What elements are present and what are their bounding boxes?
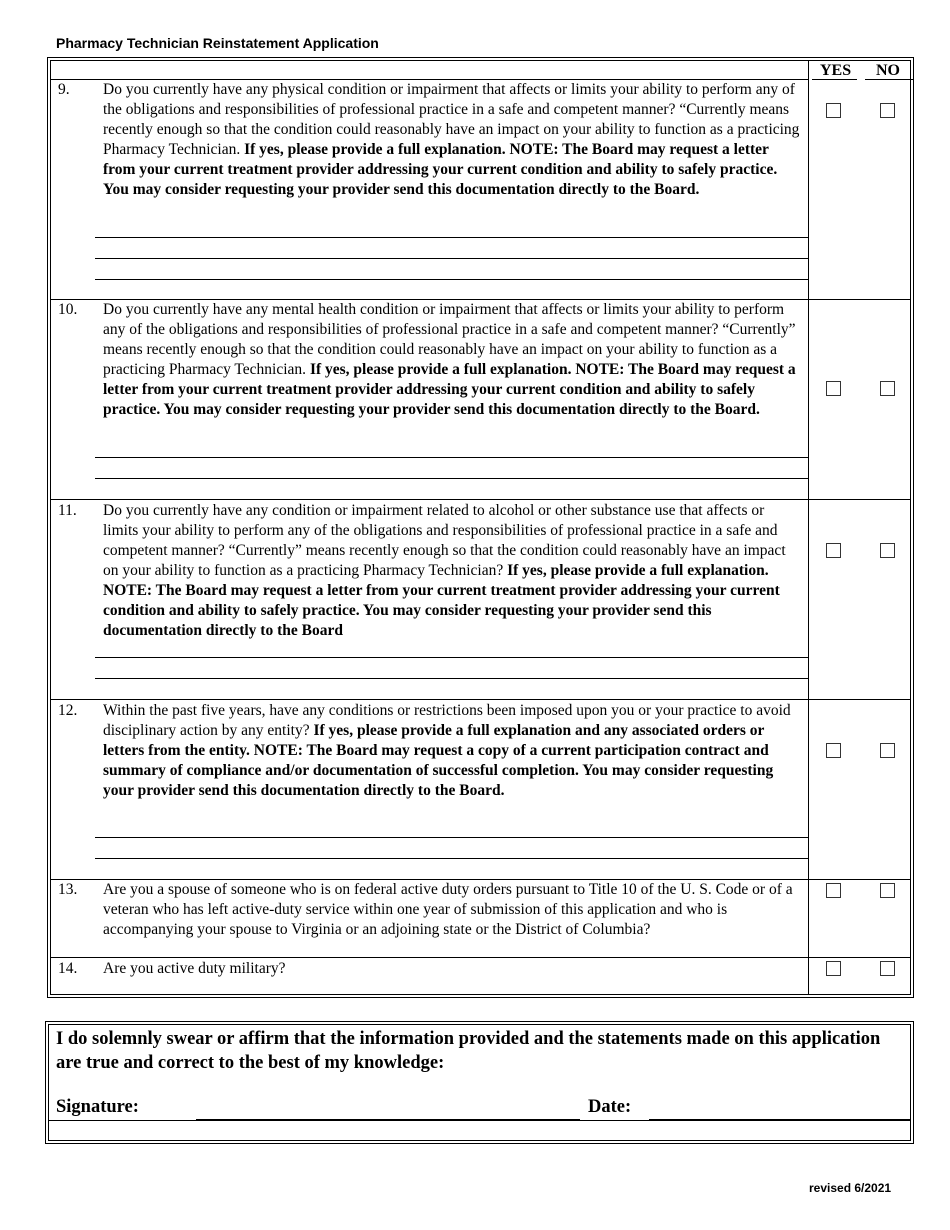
oath-statement: I do solemnly swear or affirm that the information provided and the statements made on this application are true and correct to the best of my knowledge: — [56, 1029, 881, 1073]
date-label: Date: — [588, 1097, 632, 1117]
oath-section-inner — [48, 1024, 911, 1141]
answer-line[interactable] — [95, 657, 808, 658]
answer-line[interactable] — [95, 858, 808, 859]
answer-line[interactable] — [95, 837, 808, 838]
no-checkbox[interactable] — [880, 883, 895, 898]
question-number: 12. — [58, 702, 78, 719]
yes-checkbox[interactable] — [826, 961, 841, 976]
question-instruction-text: If yes, please provide a full explanation. NOTE: The Board may request a letter from your current treatment provider addressing your current condition and ability to safely practice. You may consider requesting your provider send this documentation directly to the Board — [103, 562, 780, 639]
row-separator — [51, 699, 910, 700]
question-text — [103, 300, 803, 420]
form-title: Pharmacy Technician Reinstatement Application — [56, 35, 379, 51]
question-number: 10. — [58, 301, 78, 318]
answer-line[interactable] — [95, 457, 808, 458]
question-text: Are you active duty military? — [103, 960, 286, 977]
yes-header-underline — [812, 79, 857, 80]
answer-line[interactable] — [95, 258, 808, 259]
answer-column-divider — [808, 61, 809, 994]
no-header: NO — [876, 62, 900, 79]
oath-section — [45, 1021, 914, 1144]
question-instruction-text: If yes, please provide a full explanation and any associated orders or letters from the entity. NOTE: The Board may request a copy of a current participation contract and summary of compliance and/or documentation of successful completion. You may consider requesting your provider send this documentation directly to the Board. — [103, 722, 774, 799]
yes-header: YES — [820, 62, 852, 79]
signature-label: Signature: — [56, 1097, 139, 1117]
question-number: 11. — [58, 502, 77, 519]
yes-checkbox[interactable] — [826, 103, 841, 118]
question-text — [103, 501, 803, 641]
answer-line[interactable] — [95, 478, 808, 479]
revision-note: revised 6/2021 — [809, 1181, 892, 1195]
question-plain-text: Within the past five years, have any conditions or restrictions been imposed upon you or your practice to avoid disciplinary action by any entity? — [103, 702, 791, 739]
question-instruction-text: If yes, please provide a full explanation. NOTE: The Board may request a letter from your current treatment provider addressing your current condition and ability to safely practice. You may consider requesting your provider send this documentation directly to the Board. — [103, 361, 796, 418]
yes-checkbox[interactable] — [826, 543, 841, 558]
yes-checkbox[interactable] — [826, 883, 841, 898]
answer-line[interactable] — [95, 237, 808, 238]
question-number: 9. — [58, 81, 70, 98]
no-header-underline — [865, 79, 913, 80]
question-plain-text: Do you currently have any condition or impairment related to alcohol or other substance use that affects or limits your ability to perform any of the obligations and responsibilities of professional practice in a safe and competent manner? “Currently” means recently enough so that the condition could reasonably have an impact on your ability to function as a practicing Pharmacy Technician? — [103, 502, 786, 579]
row-separator — [51, 957, 910, 958]
oath-bottom-rule — [49, 1120, 910, 1121]
no-checkbox[interactable] — [880, 961, 895, 976]
row-separator — [51, 499, 910, 500]
no-checkbox[interactable] — [880, 543, 895, 558]
question-text — [103, 701, 803, 801]
question-number: 14. — [58, 960, 78, 977]
answer-line[interactable] — [95, 678, 808, 679]
question-plain-text: Do you currently have any mental health condition or impairment that affects or limits your ability to perform any of the obligations and responsibilities of professional practice in a safe and competent manner? “Currently” means recently enough so that the condition could reasonably have an impact on your ability to function as a practicing Pharmacy Technician. — [103, 301, 796, 378]
question-text — [103, 80, 803, 200]
answer-line[interactable] — [95, 279, 808, 280]
questions-table-inner — [50, 60, 911, 995]
question-instruction-text: If yes, please provide a full explanation. NOTE: The Board may request a letter from your current treatment provider addressing your current condition and ability to safely practice. You may consider requesting your provider send this documentation directly to the Board. — [103, 141, 778, 198]
question-plain-text: Do you currently have any physical condition or impairment that affects or limits your ability to perform any of the obligations and responsibilities of professional practice in a safe and competent manner? “Currently means recently enough so that the condition could reasonably have an impact on your ability to function as a practicing Pharmacy Technician. — [103, 81, 800, 158]
question-text: Are you a spouse of someone who is on federal active duty orders pursuant to Title 10 of the U. S. Code or of a veteran who has left active-duty service within one year of submission of this application and who is accompanying your spouse to Virginia or an adjoining state or the District of Columbia? — [103, 881, 793, 938]
yes-checkbox[interactable] — [826, 381, 841, 396]
questions-table — [47, 57, 914, 998]
no-checkbox[interactable] — [880, 381, 895, 396]
no-checkbox[interactable] — [880, 743, 895, 758]
no-checkbox[interactable] — [880, 103, 895, 118]
yes-checkbox[interactable] — [826, 743, 841, 758]
question-number: 13. — [58, 881, 78, 898]
